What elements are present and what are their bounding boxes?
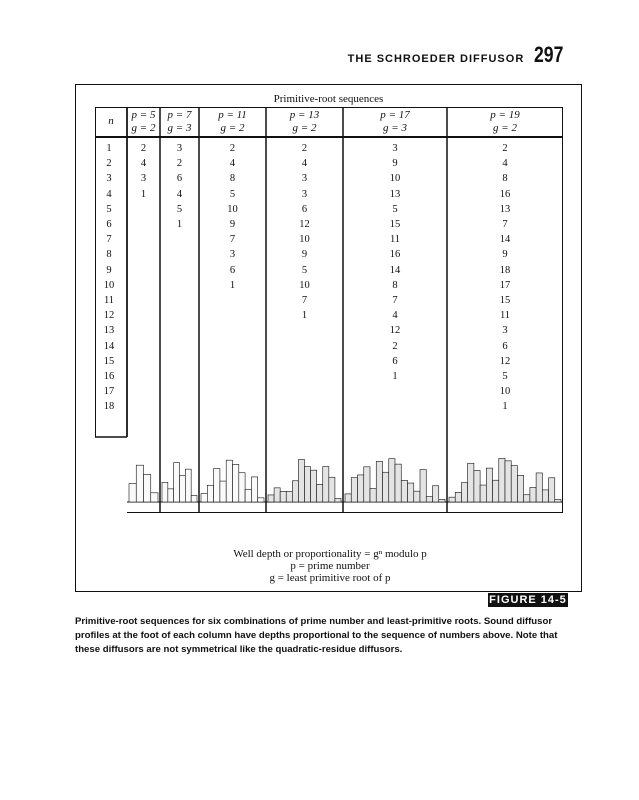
column-header-4 [266,107,343,137]
sequence-value: 9 [229,219,236,230]
sequence-value: 12 [499,355,511,367]
diffusor-well [207,485,213,502]
diffusor-well [162,482,168,502]
page-number: 297 [534,42,564,67]
diffusor-well [499,458,505,502]
figure-caption: Primitive-root sequences for six combinations of prime number and least-primitive roots. Sound diffusor profiles at the foot of each column have depths proportional to the sequence of numbers above. Note that these diffusors are not symmetrical like the quadratic-residue diffusors. [75,616,558,655]
sequence-value: 7 [502,219,508,230]
n-value: 14 [103,340,115,352]
sequence-value: 4 [301,158,308,170]
sequence-value: 4 [392,310,398,322]
sequence-value: 14 [389,264,401,276]
diffusor-well [530,487,536,502]
diffusor-well [286,491,292,502]
diffusor-well [461,483,467,502]
sequence-value: 10 [389,173,401,185]
sequence-value: 10 [227,203,238,215]
n-column-header: n [108,115,114,127]
n-value: 15 [103,355,115,367]
diffusor-well [449,497,455,502]
sequence-value: 4 [229,158,236,170]
diffusor-well [555,500,561,502]
sequence-value: 12 [299,219,310,230]
sequence-value: 5 [502,371,508,382]
n-value: 13 [103,325,115,337]
diffusor-well [480,485,486,502]
column-header-5 [343,107,447,137]
root-label: g = 2 [220,122,245,134]
diffusor-well [376,461,382,502]
sequence-value: 8 [229,173,236,185]
diffusor-well [317,484,323,502]
sequence-value: 11 [499,310,511,322]
prime-label: p = 7 [167,109,192,121]
diffusor-well [542,490,548,502]
diffusor-well [383,472,389,502]
sequence-value: 7 [301,295,308,306]
diffusor-well [268,495,274,502]
diffusor-well [201,494,207,502]
diffusor-well [191,495,197,502]
diffusor-well [168,489,174,502]
figure-frame [75,84,582,592]
diffusor-well [144,474,151,502]
root-label: g = 2 [131,122,156,134]
sequence-value: 3 [229,249,236,261]
diffusor-well [536,473,542,502]
diffusor-well [433,486,439,502]
sequence-value: 3 [176,143,183,154]
diffusor-well [511,466,517,502]
diffusor-well [401,480,407,502]
n-value: 8 [106,249,112,261]
diffusor-well [233,464,239,502]
sequence-value: 10 [499,386,511,398]
n-value: 6 [106,219,112,230]
sequence-value: 9 [301,249,308,261]
primitive-root-table [95,107,563,513]
sequence-value: 4 [140,158,147,170]
sequence-value: 9 [502,249,508,261]
sequence-value: 16 [389,249,401,261]
diffusor-well [439,499,445,502]
diffusor-well [280,491,286,502]
diffusor-well [414,491,420,502]
sequence-value: 5 [229,188,236,200]
diffusor-well [364,467,370,502]
sequence-value: 13 [499,203,511,215]
diffusor-well [292,481,298,502]
sequence-value: 4 [502,158,508,170]
diffusor-well [245,489,251,502]
diffusor-well [408,483,414,502]
sequence-value: 6 [176,173,183,185]
sequence-value: 1 [392,371,398,382]
sequence-value: 2 [176,158,183,170]
sequence-value: 3 [140,173,147,185]
diffusor-well [311,470,317,502]
sequence-value: 14 [499,234,511,246]
formula-line-3: g = least primitive root of p [269,572,391,584]
sequence-value: 2 [502,143,508,154]
sequence-value: 6 [301,203,308,215]
diffusor-well [505,461,511,502]
n-value: 12 [103,310,115,322]
sequence-value: 15 [499,295,511,306]
n-value: 2 [106,158,112,170]
diffusor-well [305,467,311,502]
diffusor-well [151,493,158,502]
sequence-value: 3 [392,143,398,154]
sequence-value: 3 [502,325,508,337]
sequence-value: 10 [299,234,310,246]
running-header [348,42,571,68]
column-header-1 [127,107,160,137]
sequence-value: 3 [301,188,308,200]
sequence-value: 2 [392,340,398,352]
sequence-value: 17 [499,279,511,291]
n-value: 5 [106,203,112,215]
diffusor-well [129,484,136,502]
diffusor-well [517,475,523,502]
sequence-value: 5 [176,203,183,215]
diffusor-well [524,495,530,502]
sequence-value: 7 [392,295,398,306]
n-value: 3 [106,173,112,185]
diffusor-well [426,497,432,502]
diffusor-well [214,469,220,502]
figure-label: FIGURE 14-5 [489,594,567,606]
column-header-2 [160,107,199,137]
sequence-value: 13 [389,188,401,200]
diffusor-well [180,476,186,502]
sequence-value: 12 [389,325,401,337]
diffusor-well [239,473,245,502]
prime-label: p = 17 [380,109,410,121]
diffusor-well [185,469,191,502]
n-value: 1 [106,143,112,154]
n-value: 16 [103,371,115,382]
sequence-value: 1 [301,310,308,322]
prime-label: p = 5 [131,109,156,121]
diffusor-well [220,481,226,502]
column-header-6 [447,107,563,137]
n-value: 9 [106,264,112,276]
diffusor-well [258,498,264,502]
sequence-value: 1 [140,188,147,200]
prime-label: p = 11 [218,109,247,121]
n-value: 7 [106,234,112,246]
sequence-value: 5 [392,203,398,215]
diffusor-well [493,480,499,502]
sequence-value: 6 [502,340,508,352]
diffusor-well [455,492,461,502]
n-value: 18 [103,401,115,413]
sequence-value: 11 [389,234,401,246]
sequence-value: 16 [499,188,511,200]
table-title: Primitive-root sequences [273,93,384,105]
sequence-value: 10 [299,279,310,291]
sequence-value: 1 [229,279,236,291]
diffusor-well [468,463,474,502]
column-header-3 [199,107,266,137]
diffusor-well [323,467,329,502]
prime-label: p = 19 [490,109,520,121]
sequence-value: 15 [389,219,401,230]
formula-line-2: p = prime number [290,560,370,572]
sequence-value: 9 [392,158,398,170]
n-value: 4 [106,188,112,200]
sequence-value: 1 [502,401,508,413]
n-value: 10 [103,279,115,291]
sequence-value: 7 [229,234,236,246]
diffusor-well [298,460,304,502]
diffusor-well [389,459,395,502]
diffusor-well [335,498,341,502]
sequence-value: 6 [229,264,236,276]
sequence-value: 18 [499,264,511,276]
n-value: 11 [103,295,115,306]
formula-block [170,548,490,584]
diffusor-well [345,494,351,502]
diffusor-well [251,477,257,502]
diffusor-well [370,488,376,502]
diffusor-well [351,478,357,502]
diffusor-well [174,463,180,502]
diffusor-well [358,475,364,502]
sequence-value: 2 [140,143,147,154]
sequence-value: 8 [502,173,508,185]
sequence-value: 2 [229,143,236,154]
formula-line-1: Well depth or proportionality = gⁿ modulo p [233,548,427,560]
diffusor-well [395,464,401,502]
sequence-value: 4 [176,188,183,200]
diffusor-well [420,470,426,502]
root-label: g = 2 [292,122,317,134]
sequence-value: 8 [392,279,398,291]
prime-label: p = 13 [289,109,320,121]
sequence-value: 1 [176,219,183,230]
diffusor-well [226,460,232,502]
diffusor-well [136,465,143,502]
sequence-value: 3 [301,173,308,185]
sequence-value: 6 [392,355,398,367]
diffusor-well [549,478,555,502]
diffusor-well [486,468,492,502]
running-title: THE SCHROEDER DIFFUSOR [347,53,525,65]
root-label: g = 3 [167,122,192,134]
root-label: g = 2 [493,122,517,134]
n-value: 17 [103,386,115,398]
diffusor-well [329,477,335,502]
diffusor-well [274,488,280,502]
sequence-value: 2 [301,143,308,154]
root-label: g = 3 [383,122,407,134]
diffusor-well [474,471,480,502]
sequence-value: 5 [301,264,308,276]
